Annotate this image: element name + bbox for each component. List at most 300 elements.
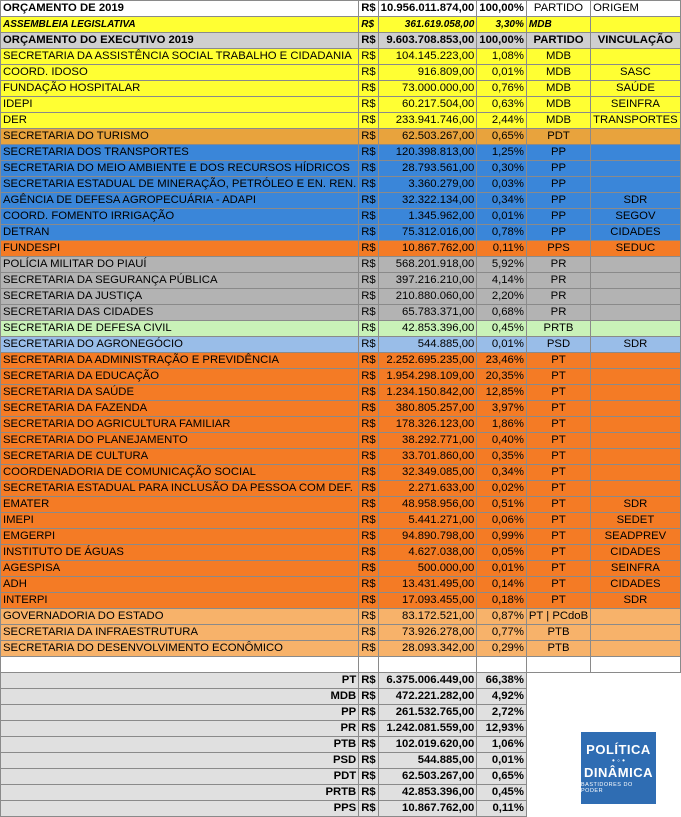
table-row (1, 465, 681, 481)
table-row (1, 353, 681, 369)
row-currency: R$ (359, 161, 378, 177)
empty-cell (591, 769, 681, 785)
logo-line-2: DINÂMICA (584, 765, 653, 780)
row-percent: 23,46% (477, 353, 527, 369)
table-row (1, 177, 681, 193)
total-row (1, 689, 681, 705)
row-currency: R$ (359, 545, 378, 561)
row-party: PR (526, 273, 590, 289)
empty-cell (591, 785, 681, 801)
row-currency: R$ (359, 97, 378, 113)
row-percent: 0,01% (477, 65, 527, 81)
header-origin: ORIGEM (591, 1, 681, 17)
total-value: 544.885,00 (378, 753, 477, 769)
total-currency: R$ (359, 737, 378, 753)
row-percent: 0,11% (477, 241, 527, 257)
row-party: PP (526, 225, 590, 241)
row-currency: R$ (359, 609, 378, 625)
table-row (1, 401, 681, 417)
row-currency: R$ (359, 273, 378, 289)
row-name: IMEPI (1, 513, 359, 529)
row-currency: R$ (359, 401, 378, 417)
row-name: SECRETARIA DA SEGURANÇA PÚBLICA (1, 273, 359, 289)
budget-table-body (1, 1, 681, 817)
empty-cell (526, 785, 590, 801)
logo-line-1: POLÍTICA (586, 742, 651, 757)
table-row (1, 625, 681, 641)
table-row (1, 193, 681, 209)
row-name: SECRETARIA DO AGRONEGÓCIO (1, 337, 359, 353)
row-percent: 0,01% (477, 337, 527, 353)
row-party: PR (526, 257, 590, 273)
row-party: PR (526, 289, 590, 305)
table-row (1, 481, 681, 497)
row-party: PT (526, 577, 590, 593)
row-name: INTERPI (1, 593, 359, 609)
total-currency: R$ (359, 753, 378, 769)
total-percent: 4,92% (477, 689, 527, 705)
row-origin: SDR (591, 337, 681, 353)
row-currency: R$ (359, 449, 378, 465)
row-value: 75.312.016,00 (378, 225, 477, 241)
table-row (1, 305, 681, 321)
row-percent: 4,14% (477, 273, 527, 289)
table-row (1, 321, 681, 337)
row-percent: 0,87% (477, 609, 527, 625)
row-party: PRTB (526, 321, 590, 337)
total-party: PR (1, 721, 359, 737)
row-percent: 1,25% (477, 145, 527, 161)
row-party: PT (526, 401, 590, 417)
row-origin (591, 161, 681, 177)
row-percent: 0,51% (477, 497, 527, 513)
row-origin: SEINFRA (591, 97, 681, 113)
total-percent: 0,45% (477, 785, 527, 801)
row-currency: R$ (359, 641, 378, 657)
row-currency: R$ (359, 513, 378, 529)
row-origin (591, 385, 681, 401)
row-name: SECRETARIA DAS CIDADES (1, 305, 359, 321)
empty-cell (591, 801, 681, 817)
total-value: 1.242.081.559,00 (378, 721, 477, 737)
row-name: GOVERNADORIA DO ESTADO (1, 609, 359, 625)
row-origin: SASC (591, 65, 681, 81)
row-value: 210.880.060,00 (378, 289, 477, 305)
row-party: PT | PCdoB (526, 609, 590, 625)
empty-cell (591, 737, 681, 753)
executivo-party: PARTIDO (526, 33, 590, 49)
table-row (1, 257, 681, 273)
total-percent: 66,38% (477, 673, 527, 689)
assembleia-currency: R$ (359, 17, 378, 33)
row-currency: R$ (359, 241, 378, 257)
row-origin: SEINFRA (591, 561, 681, 577)
row-origin: SEDUC (591, 241, 681, 257)
total-currency: R$ (359, 785, 378, 801)
header-currency: R$ (359, 1, 378, 17)
row-name: IDEPI (1, 97, 359, 113)
row-currency: R$ (359, 225, 378, 241)
row-name: SECRETARIA DOS TRANSPORTES (1, 145, 359, 161)
row-percent: 0,76% (477, 81, 527, 97)
row-percent: 20,35% (477, 369, 527, 385)
row-name: ADH (1, 577, 359, 593)
row-party: PT (526, 369, 590, 385)
empty-cell (591, 689, 681, 705)
row-origin (591, 145, 681, 161)
row-percent: 0,02% (477, 481, 527, 497)
table-row (1, 289, 681, 305)
row-currency: R$ (359, 385, 378, 401)
row-party: MDB (526, 81, 590, 97)
empty-cell (526, 769, 590, 785)
row-value: 5.441.271,00 (378, 513, 477, 529)
row-value: 32.349.085,00 (378, 465, 477, 481)
row-value: 397.216.210,00 (378, 273, 477, 289)
table-row (1, 209, 681, 225)
row-name: AGESPISA (1, 561, 359, 577)
row-percent: 5,92% (477, 257, 527, 273)
row-currency: R$ (359, 353, 378, 369)
assembleia-party: MDB (526, 17, 590, 33)
empty-cell (591, 721, 681, 737)
table-row (1, 417, 681, 433)
executivo-name: ORÇAMENTO DO EXECUTIVO 2019 (1, 33, 359, 49)
row-party: MDB (526, 97, 590, 113)
row-name: COORDENADORIA DE COMUNICAÇÃO SOCIAL (1, 465, 359, 481)
row-percent: 2,44% (477, 113, 527, 129)
row-value: 42.853.396,00 (378, 321, 477, 337)
total-row (1, 673, 681, 689)
empty-cell (378, 657, 477, 673)
row-percent: 3,97% (477, 401, 527, 417)
row-percent: 0,29% (477, 641, 527, 657)
row-value: 104.145.223,00 (378, 49, 477, 65)
row-percent: 0,40% (477, 433, 527, 449)
row-name: SECRETARIA DO TURISMO (1, 129, 359, 145)
executivo-row (1, 33, 681, 49)
row-value: 73.926.278,00 (378, 625, 477, 641)
row-value: 60.217.504,00 (378, 97, 477, 113)
row-origin: SDR (591, 593, 681, 609)
row-percent: 1,86% (477, 417, 527, 433)
row-percent: 1,08% (477, 49, 527, 65)
assembleia-name: ASSEMBLEIA LEGISLATIVA (1, 17, 359, 33)
total-percent: 0,01% (477, 753, 527, 769)
table-row (1, 385, 681, 401)
table-row (1, 641, 681, 657)
row-percent: 0,65% (477, 129, 527, 145)
total-percent: 0,65% (477, 769, 527, 785)
row-party: PT (526, 513, 590, 529)
total-row (1, 753, 681, 769)
row-name: SECRETARIA DE CULTURA (1, 449, 359, 465)
table-row (1, 561, 681, 577)
row-value: 65.783.371,00 (378, 305, 477, 321)
row-party: PT (526, 593, 590, 609)
empty-cell (526, 705, 590, 721)
row-value: 94.890.798,00 (378, 529, 477, 545)
row-party: PT (526, 449, 590, 465)
empty-cell (359, 657, 378, 673)
row-currency: R$ (359, 593, 378, 609)
empty-cell (526, 753, 590, 769)
row-party: MDB (526, 113, 590, 129)
row-name: COORD. FOMENTO IRRIGAÇÃO (1, 209, 359, 225)
row-party: PT (526, 417, 590, 433)
row-currency: R$ (359, 49, 378, 65)
assembleia-percent: 3,30% (477, 17, 527, 33)
row-currency: R$ (359, 625, 378, 641)
row-value: 1.345.962,00 (378, 209, 477, 225)
row-percent: 0,01% (477, 209, 527, 225)
empty-cell (591, 753, 681, 769)
row-value: 48.958.956,00 (378, 497, 477, 513)
empty-cell (526, 721, 590, 737)
header-row (1, 1, 681, 17)
row-party: PT (526, 561, 590, 577)
table-row (1, 593, 681, 609)
row-currency: R$ (359, 193, 378, 209)
row-percent: 0,35% (477, 449, 527, 465)
assembleia-value: 361.619.058,00 (378, 17, 477, 33)
row-name: POLÍCIA MILITAR DO PIAUÍ (1, 257, 359, 273)
row-percent: 0,34% (477, 465, 527, 481)
row-party: PTB (526, 625, 590, 641)
row-party: PT (526, 353, 590, 369)
row-value: 28.793.561,00 (378, 161, 477, 177)
total-currency: R$ (359, 801, 378, 817)
row-name: DER (1, 113, 359, 129)
row-currency: R$ (359, 465, 378, 481)
row-value: 2.271.633,00 (378, 481, 477, 497)
row-name: INSTITUTO DE ÁGUAS (1, 545, 359, 561)
total-value: 472.221.282,00 (378, 689, 477, 705)
row-percent: 0,77% (477, 625, 527, 641)
table-row (1, 49, 681, 65)
row-percent: 0,01% (477, 561, 527, 577)
row-value: 1.954.298.109,00 (378, 369, 477, 385)
row-name: SECRETARIA DA JUSTIÇA (1, 289, 359, 305)
empty-cell (526, 657, 590, 673)
total-row (1, 705, 681, 721)
row-name: COORD. IDOSO (1, 65, 359, 81)
row-origin (591, 369, 681, 385)
row-party: MDB (526, 49, 590, 65)
row-currency: R$ (359, 129, 378, 145)
table-row (1, 497, 681, 513)
total-value: 10.867.762,00 (378, 801, 477, 817)
row-percent: 0,34% (477, 193, 527, 209)
total-party: PDT (1, 769, 359, 785)
row-party: PT (526, 433, 590, 449)
row-currency: R$ (359, 305, 378, 321)
row-name: FUNDAÇÃO HOSPITALAR (1, 81, 359, 97)
row-currency: R$ (359, 577, 378, 593)
row-value: 178.326.123,00 (378, 417, 477, 433)
table-row (1, 113, 681, 129)
row-percent: 0,05% (477, 545, 527, 561)
assembleia-row (1, 17, 681, 33)
row-name: EMGERPI (1, 529, 359, 545)
row-name: SECRETARIA DA INFRAESTRUTURA (1, 625, 359, 641)
row-percent: 0,45% (477, 321, 527, 337)
empty-cell (526, 801, 590, 817)
row-value: 73.000.000,00 (378, 81, 477, 97)
total-party: PRTB (1, 785, 359, 801)
total-party: PT (1, 673, 359, 689)
total-row (1, 769, 681, 785)
total-party: PTB (1, 737, 359, 753)
total-currency: R$ (359, 689, 378, 705)
row-value: 3.360.279,00 (378, 177, 477, 193)
total-value: 62.503.267,00 (378, 769, 477, 785)
row-origin: SEDET (591, 513, 681, 529)
row-percent: 0,14% (477, 577, 527, 593)
row-party: PT (526, 481, 590, 497)
row-value: 2.252.695.235,00 (378, 353, 477, 369)
row-percent: 0,30% (477, 161, 527, 177)
total-currency: R$ (359, 769, 378, 785)
total-row (1, 801, 681, 817)
row-origin (591, 321, 681, 337)
row-name: SECRETARIA ESTADUAL DE MINERAÇÃO, PETRÓLEO E EN. REN. (1, 177, 359, 193)
row-origin (591, 417, 681, 433)
total-value: 261.532.765,00 (378, 705, 477, 721)
row-origin: SEADPREV (591, 529, 681, 545)
table-row (1, 545, 681, 561)
row-party: PSD (526, 337, 590, 353)
row-party: PTB (526, 641, 590, 657)
row-party: PPS (526, 241, 590, 257)
table-row (1, 449, 681, 465)
total-currency: R$ (359, 705, 378, 721)
row-origin: TRANSPORTES (591, 113, 681, 129)
empty-cell (591, 657, 681, 673)
row-currency: R$ (359, 289, 378, 305)
total-currency: R$ (359, 673, 378, 689)
row-percent: 0,78% (477, 225, 527, 241)
row-currency: R$ (359, 417, 378, 433)
row-value: 233.941.746,00 (378, 113, 477, 129)
table-row (1, 241, 681, 257)
table-row (1, 513, 681, 529)
row-origin (591, 129, 681, 145)
row-origin (591, 273, 681, 289)
total-value: 6.375.006.449,00 (378, 673, 477, 689)
row-currency: R$ (359, 321, 378, 337)
row-name: SECRETARIA DA FAZENDA (1, 401, 359, 417)
row-origin (591, 177, 681, 193)
row-name: SECRETARIA DA ASSISTÊNCIA SOCIAL TRABALHO E CIDADANIA (1, 49, 359, 65)
total-row (1, 785, 681, 801)
separator-row (1, 657, 681, 673)
row-value: 4.627.038,00 (378, 545, 477, 561)
row-party: PP (526, 145, 590, 161)
row-origin (591, 433, 681, 449)
row-origin (591, 609, 681, 625)
total-row (1, 721, 681, 737)
table-row (1, 337, 681, 353)
row-percent: 0,68% (477, 305, 527, 321)
row-percent: 0,06% (477, 513, 527, 529)
row-currency: R$ (359, 65, 378, 81)
row-party: PDT (526, 129, 590, 145)
row-origin: SEGOV (591, 209, 681, 225)
empty-cell (1, 657, 359, 673)
table-row (1, 529, 681, 545)
row-party: PP (526, 177, 590, 193)
row-percent: 12,85% (477, 385, 527, 401)
executivo-percent: 100,00% (477, 33, 527, 49)
row-name: FUNDESPI (1, 241, 359, 257)
empty-cell (477, 657, 527, 673)
row-value: 544.885,00 (378, 337, 477, 353)
executivo-origin: VINCULAÇÃO (591, 33, 681, 49)
table-row (1, 369, 681, 385)
row-percent: 0,18% (477, 593, 527, 609)
row-value: 28.093.342,00 (378, 641, 477, 657)
empty-cell (591, 705, 681, 721)
row-origin: SDR (591, 193, 681, 209)
logo-dots-icon: • ◦ • (612, 756, 625, 765)
header-title: ORÇAMENTO DE 2019 (1, 1, 359, 17)
row-currency: R$ (359, 145, 378, 161)
row-origin (591, 289, 681, 305)
row-party: PT (526, 385, 590, 401)
row-origin: SDR (591, 497, 681, 513)
row-currency: R$ (359, 177, 378, 193)
row-percent: 0,63% (477, 97, 527, 113)
row-name: SECRETARIA ESTADUAL PARA INCLUSÃO DA PESSOA COM DEF. (1, 481, 359, 497)
executivo-value: 9.603.708.853,00 (378, 33, 477, 49)
row-party: PT (526, 545, 590, 561)
row-currency: R$ (359, 481, 378, 497)
table-row (1, 129, 681, 145)
row-value: 33.701.860,00 (378, 449, 477, 465)
row-value: 17.093.455,00 (378, 593, 477, 609)
row-value: 62.503.267,00 (378, 129, 477, 145)
total-percent: 0,11% (477, 801, 527, 817)
table-row (1, 65, 681, 81)
row-origin (591, 449, 681, 465)
row-currency: R$ (359, 113, 378, 129)
total-percent: 2,72% (477, 705, 527, 721)
total-percent: 1,06% (477, 737, 527, 753)
table-row (1, 609, 681, 625)
row-name: SECRETARIA DE DEFESA CIVIL (1, 321, 359, 337)
row-origin (591, 625, 681, 641)
row-value: 1.234.150.842,00 (378, 385, 477, 401)
row-origin (591, 305, 681, 321)
row-party: PP (526, 193, 590, 209)
row-name: SECRETARIA DO PLANEJAMENTO (1, 433, 359, 449)
row-origin: CIDADES (591, 225, 681, 241)
row-party: PP (526, 161, 590, 177)
assembleia-origin (591, 17, 681, 33)
total-value: 42.853.396,00 (378, 785, 477, 801)
row-party: PT (526, 497, 590, 513)
row-origin (591, 49, 681, 65)
empty-cell (526, 737, 590, 753)
row-value: 83.172.521,00 (378, 609, 477, 625)
table-row (1, 225, 681, 241)
row-currency: R$ (359, 433, 378, 449)
row-origin: CIDADES (591, 545, 681, 561)
total-value: 102.019.620,00 (378, 737, 477, 753)
row-value: 500.000,00 (378, 561, 477, 577)
row-value: 32.322.134,00 (378, 193, 477, 209)
